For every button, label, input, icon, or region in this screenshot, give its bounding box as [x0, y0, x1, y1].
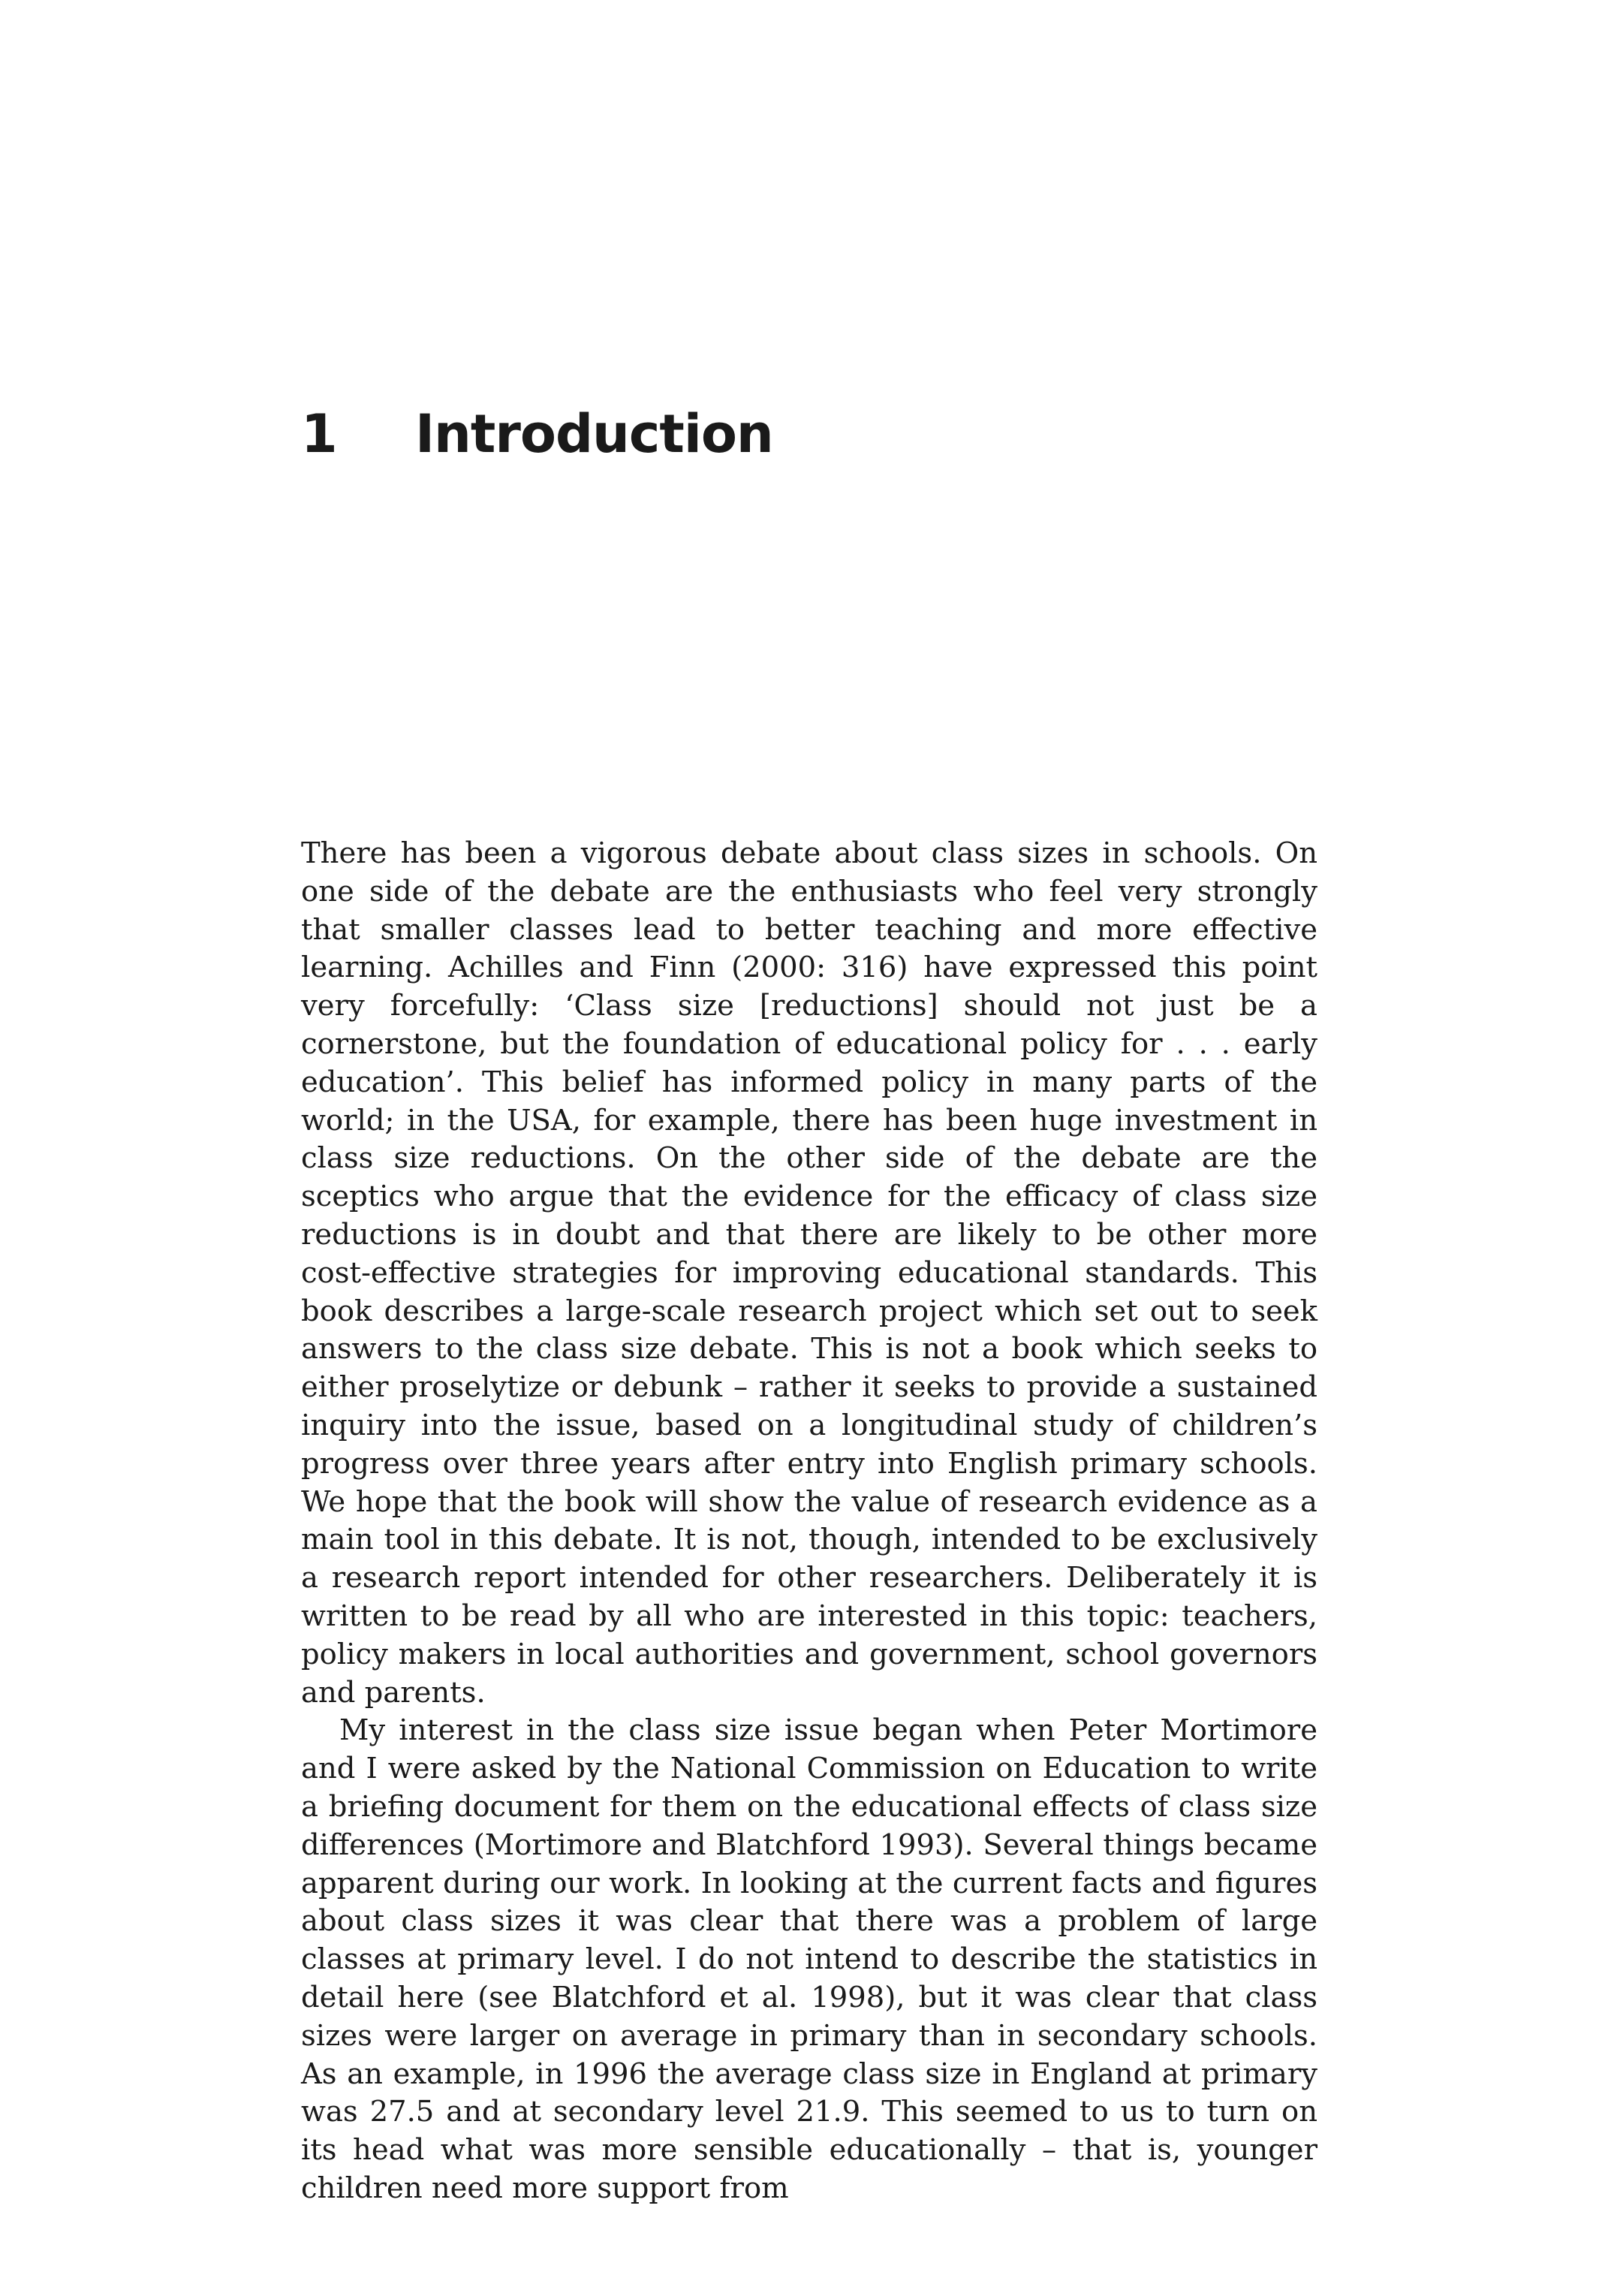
chapter-number: 1: [301, 403, 337, 465]
paragraph-1: There has been a vigorous debate about class sizes in schools. On one side of the debate are the enthusiasts who feel very strongly that smaller classes lead to better teaching and more effective learning. Achilles and Finn (2000: 316) have expressed this point very forcefully: ‘Class size [reductions] should not just be a cornerstone, but the foundation of educational policy for . . . early education’. This belief has informed policy in many parts of the world; in the USA, for example, there has been huge investment in class size reductions. On the other side of the debate are the sceptics who argue that the evidence for the efficacy of class size reductions is in doubt and that there are likely to be other more cost-effective strategies for improving educational standards. This book describes a large-scale research project which set out to seek answers to the class size debate. This is not a book which seeks to either proselytize or debunk – rather it seeks to provide a sustained inquiry into the issue, based on a longitudinal study of children’s progress over three years after entry into English primary schools. We hope that the book will show the value of research evidence as a main tool in this debate. It is not, though, intended to be exclusively a research report intended for other researchers. Deliberately it is written to be read by all who are interested in this topic: teachers, policy makers in local authorities and government, school governors and parents.: [301, 836, 1317, 1710]
chapter-title: Introduction: [415, 403, 773, 465]
body-text: [301, 835, 1317, 2208]
chapter-heading: [301, 396, 773, 472]
paragraph-2: My interest in the class size issue began when Peter Mortimore and I were asked by the National Commission on Education to write a briefing document for them on the educational effects of class size differences (Mortimore and Blatchford 1993). Several things became apparent during our work. In looking at the current facts and figures about class sizes it was clear that there was a problem of large classes at primary level. I do not intend to describe the statistics in detail here (see Blatchford et al. 1998), but it was clear that class sizes were larger on average in primary than in secondary schools. As an example, in 1996 the average class size in England at primary was 27.5 and at secondary level 21.9. This seemed to us to turn on its head what was more sensible educationally – that is, younger children need more support from: [301, 1713, 1317, 2205]
